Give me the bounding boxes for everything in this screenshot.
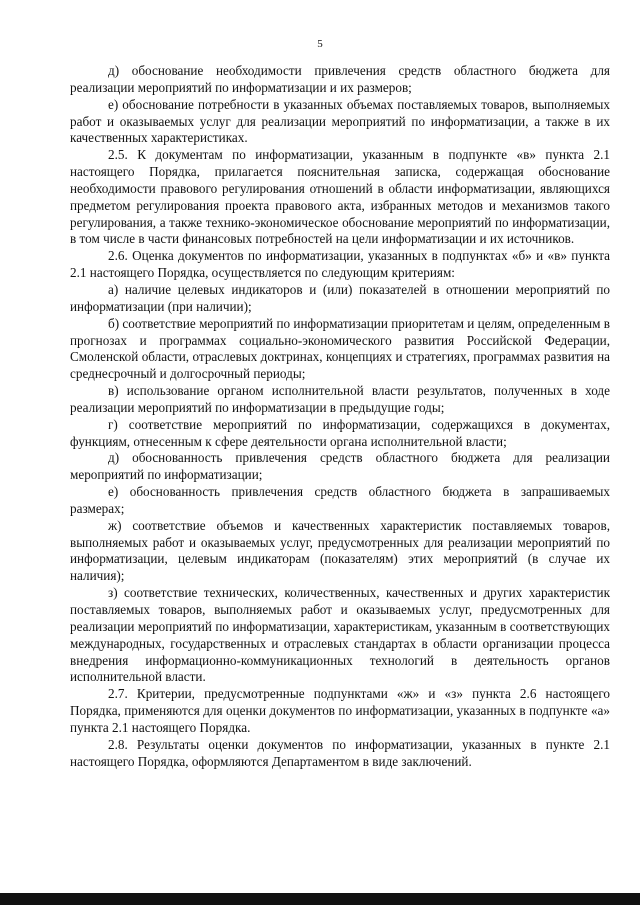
paragraph-2-8: 2.8. Результаты оценки документов по информатизации, указанных в пункте 2.1 настоящего Порядка, оформляются Департаментом в виде заключений. bbox=[70, 736, 610, 769]
criterion-g: г) соответствие мероприятий по информатизации, содержащихся в документах, функциям, отнесенным к сфере деятельности органа исполнительной власти; bbox=[70, 416, 610, 449]
paragraph-item-e-1: е) обоснование потребности в указанных объемах поставляемых товаров, выполняемых работ и оказываемых услуг для реализации мероприятий по информатизации, а также в их качественных характеристиках. bbox=[70, 96, 610, 146]
paragraph-2-5: 2.5. К документам по информатизации, указанным в подпункте «в» пункта 2.1 настоящего Порядка, прилагается пояснительная записка, содержащая обоснование необходимости правового регулирования отношений в области информатизации, являющихся предметом регулирования проекта правового акта, избранных методов и механизмов такого регулирования, а также технико-экономическое обоснование мероприятий по информатизации, в том числе в части финансовых потребностей на цели информатизации и их источников. bbox=[70, 147, 610, 247]
paragraph-item-d-1: д) обоснование необходимости привлечения средств областного бюджета для реализации мероприятий по информатизации и их размеров; bbox=[70, 63, 610, 95]
paragraph-2-6: 2.6. Оценка документов по информатизации, указанных в подпунктах «б» и «в» пункта 2.1 настоящего Порядка, осуществляется по следующим критериям: bbox=[70, 248, 610, 281]
page-number: 5 bbox=[317, 38, 323, 50]
criterion-d: д) обоснованность привлечения средств областного бюджета для реализации мероприятий по информатизации; bbox=[70, 450, 610, 483]
criterion-e: е) обоснованность привлечения средств областного бюджета в запрашиваемых размерах; bbox=[70, 484, 610, 516]
document-body bbox=[70, 63, 610, 770]
criterion-a: а) наличие целевых индикаторов и (или) показателей в отношении мероприятий по информатизации (при наличии); bbox=[70, 281, 610, 314]
criterion-zh: ж) соответствие объемов и качественных характеристик поставляемых товаров, выполняемых работ и оказываемых услуг, предусмотренных для реализации мероприятий по информатизации, целевым индикаторам (показателям) этих мероприятий (в случае их наличия); bbox=[70, 517, 610, 584]
criterion-v: в) использование органом исполнительной власти результатов, полученных в ходе реализации мероприятий по информатизации в предыдущие годы; bbox=[70, 383, 610, 415]
criterion-b: б) соответствие мероприятий по информатизации приоритетам и целям, определенным в прогнозах и программах социально-экономического развития Российской Федерации, Смоленской области, отраслевых доктринах, концепциях и стратегиях, программах развития на среднесрочный и долгосрочный периоды; bbox=[70, 315, 610, 382]
scan-edge-bar bbox=[0, 893, 640, 905]
criterion-z: з) соответствие технических, количественных, качественных и других характеристик поставляемых товаров, выполняемых работ и оказываемых услуг, предусмотренных для реализации мероприятий по информатизации, характеристикам, указанным в соответствующих международных, государственных и отраслевых стандартах в области организации процесса внедрения информационно-коммуникационных технологий в деятельность органов исполнительной власти. bbox=[70, 585, 610, 685]
paragraph-2-7: 2.7. Критерии, предусмотренные подпунктами «ж» и «з» пункта 2.6 настоящего Порядка, применяются для оценки документов по информатизации, указанных в подпункте «а» пункта 2.1 настоящего Порядка. bbox=[70, 686, 610, 735]
